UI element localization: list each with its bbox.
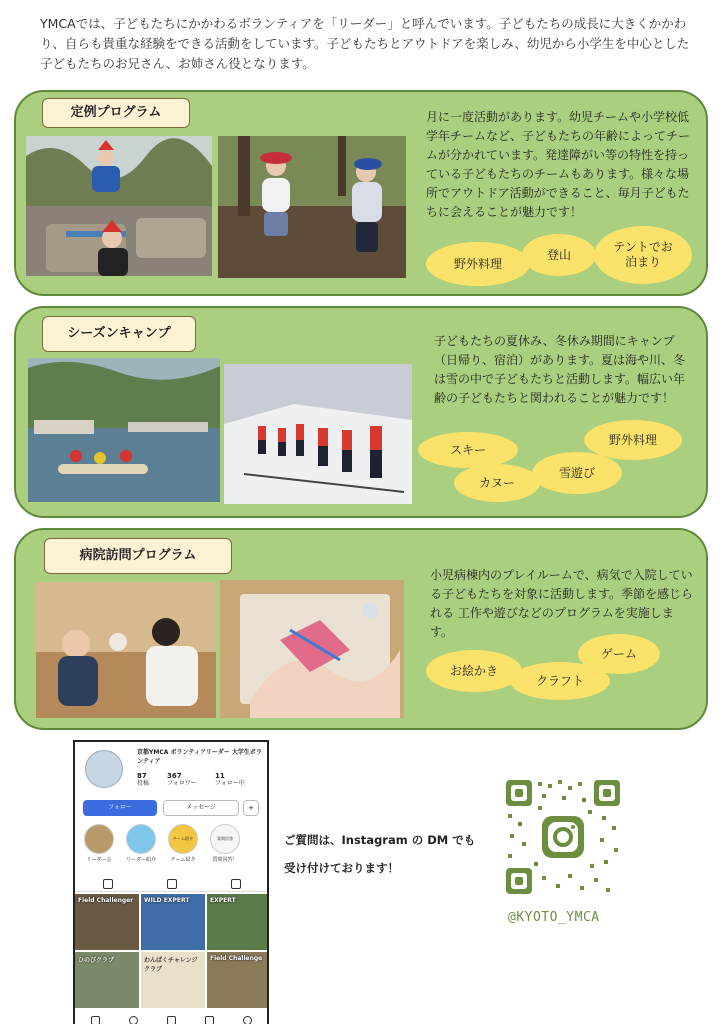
bubble-canoe: カヌー bbox=[454, 464, 540, 502]
post-grid bbox=[75, 894, 269, 1010]
photo-canoe bbox=[28, 358, 220, 502]
bubble-craft: クラフト bbox=[510, 662, 610, 700]
bottom-nav bbox=[75, 1014, 269, 1024]
section-title: 病院訪問プログラム bbox=[44, 538, 232, 574]
highlight-team-intro[interactable]: チーム紹介 チーム紹介 bbox=[163, 824, 203, 864]
tagged-icon[interactable] bbox=[231, 879, 241, 889]
section-hospital-program bbox=[14, 528, 708, 730]
section-title: シーズンキャンプ bbox=[42, 316, 196, 352]
section-description: 小児病棟内のプレイルームで、病気で入院している子どもたちを対象に活動します。季節を感じられる 工作や遊びなどのプログラムを実施します。 bbox=[430, 568, 694, 639]
highlight-leader-intro[interactable]: リーダー紹介 bbox=[121, 824, 161, 864]
instagram-profile-screenshot bbox=[73, 740, 269, 1024]
stat-followers: 367 フォロワー bbox=[167, 772, 197, 787]
section-season-camp bbox=[14, 306, 708, 518]
photo-kids-on-rock bbox=[26, 136, 212, 276]
profile-icon[interactable] bbox=[243, 1016, 252, 1024]
highlight-qa[interactable]: 質問回答 質問回答！ bbox=[205, 824, 245, 864]
post-tile[interactable]: Field Challenger bbox=[75, 894, 139, 950]
grid-icon[interactable] bbox=[103, 879, 113, 889]
bubble-snow-play: 雪遊び bbox=[532, 452, 622, 494]
photo-craft bbox=[220, 580, 404, 718]
bubble-outdoor-cooking: 野外料理 bbox=[426, 242, 530, 286]
bubble-outdoor-cooking: 野外料理 bbox=[584, 420, 682, 460]
stat-posts: 87 投稿 bbox=[137, 772, 150, 787]
post-tile[interactable]: EXPERT bbox=[207, 894, 269, 950]
section-regular-program bbox=[14, 90, 708, 296]
add-person-button[interactable]: + bbox=[243, 800, 259, 816]
instagram-handle: @KYOTO_YMCA bbox=[508, 910, 600, 925]
bubble-hiking: 登山 bbox=[522, 234, 596, 276]
post-tile[interactable]: ひのびクラブ bbox=[75, 952, 139, 1008]
photo-playroom bbox=[36, 582, 216, 718]
create-icon[interactable] bbox=[167, 1016, 176, 1024]
intro-text: YMCAでは、子どもたちにかかわるボランティアを「リーダー」と呼んでいます。子どもたちの成長に大きくかかわり、自らも貴重な経験をできる活動をしています。子どもたちとアウトドアを楽しみ、幼児から小学生を中心とした子どもたちのお兄さん、お姉さん役となります。 bbox=[40, 16, 690, 71]
highlight-leader-meeting[interactable]: リーダー会 bbox=[79, 824, 119, 864]
bubble-game: ゲーム bbox=[578, 634, 660, 674]
bubble-drawing: お絵かき bbox=[426, 650, 522, 692]
profile-tabs bbox=[75, 876, 269, 892]
photo-skiing bbox=[224, 364, 412, 504]
section-description: 月に一度活動があります。幼児チームや小学校低学年チームなど、子どもたちの年齢によってチームが分かれています。発達障がい等の特性を持っている子どもたちのチームもあります。様々な場所でアウトドア活動ができること、毎月子どもたちに会えることが魅力です！ bbox=[426, 110, 691, 219]
stat-following: 11 フォロー中 bbox=[215, 772, 245, 787]
section-description: 子どもたちの夏休み、冬休み期間にキャンプ（日帰り、宿泊）があります。夏は海や川、冬は雪の中で子どもたちと活動します。幅広い年齢の子どもたちと関われることが魅力です！ bbox=[434, 334, 686, 405]
search-icon[interactable] bbox=[129, 1016, 138, 1024]
post-tile[interactable]: Field Challenge bbox=[207, 952, 269, 1008]
photo-kids-outdoors bbox=[218, 136, 406, 278]
avatar bbox=[85, 750, 123, 788]
message-button[interactable]: メッセージ bbox=[163, 800, 239, 816]
post-tile[interactable]: わんぱくチャレンジクラブ bbox=[141, 952, 205, 1008]
account-name: 京都YMCA ボランティアリーダー 大学生ボランティア bbox=[137, 749, 262, 765]
post-tile[interactable]: WILD EXPERT bbox=[141, 894, 205, 950]
section-title: 定例プログラム bbox=[42, 98, 190, 128]
shop-icon[interactable] bbox=[205, 1016, 214, 1024]
reels-icon[interactable] bbox=[167, 879, 177, 889]
home-icon[interactable] bbox=[91, 1016, 100, 1024]
qr-code bbox=[502, 776, 624, 898]
bubble-ski: スキー bbox=[418, 432, 518, 468]
bubble-tent-stay: テントでお泊まり bbox=[594, 226, 692, 284]
contact-note: ご質問は、Instagram の DM でも 受け付けております！ bbox=[284, 833, 476, 875]
follow-button[interactable]: フォロー bbox=[83, 800, 157, 816]
